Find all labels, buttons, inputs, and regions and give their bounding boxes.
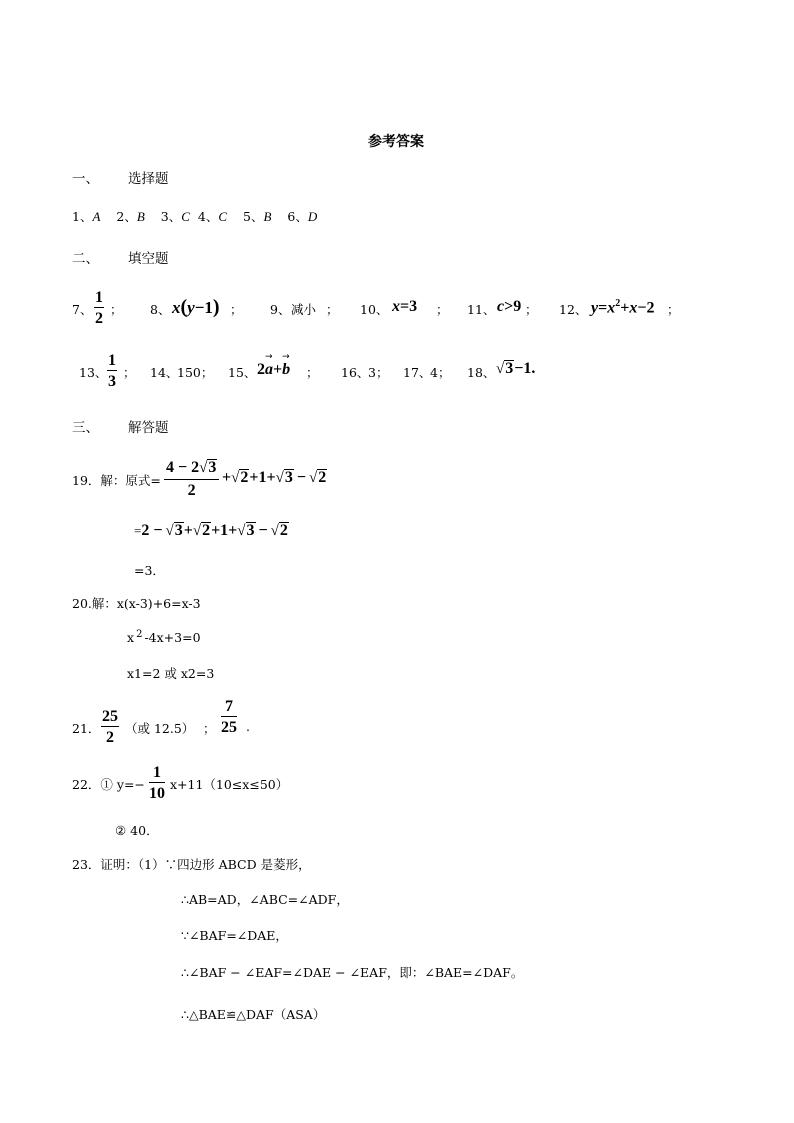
q19-l1-radicand3: 2 bbox=[318, 469, 327, 486]
q11-answer bbox=[497, 298, 521, 316]
q19-l1-sqrt3-icon: √ bbox=[308, 470, 318, 486]
q22-prefix: 22．① y=− bbox=[72, 777, 145, 792]
q19-denominator: 2 bbox=[164, 479, 219, 499]
mc-1-answer: A bbox=[92, 209, 101, 224]
q7-number: 7、 bbox=[72, 302, 93, 317]
q12-x1: x bbox=[607, 299, 616, 317]
q15-arrow-a-icon: → bbox=[265, 352, 273, 362]
q20-line3: x1=2 或 x2=3 bbox=[127, 666, 215, 681]
q18-radicand: 3 bbox=[505, 360, 514, 377]
q22-denominator: 10 bbox=[149, 782, 165, 802]
q11-rest: >9 bbox=[504, 298, 522, 315]
q12-separator: ； bbox=[667, 302, 680, 317]
q18-dot: . bbox=[531, 360, 536, 377]
q13-fraction bbox=[107, 353, 117, 390]
q19-l2-plus1: + bbox=[183, 522, 193, 539]
q19-l1-plus1: + bbox=[222, 469, 232, 486]
q8-rest: −1 bbox=[194, 298, 213, 317]
q19-label: 19．解：原式= bbox=[72, 473, 161, 488]
q18-rest: −1 bbox=[514, 360, 532, 377]
q15-b: b bbox=[282, 361, 291, 378]
q12-answer bbox=[591, 298, 654, 317]
mc-answers bbox=[72, 207, 317, 225]
q13-denominator: 3 bbox=[107, 370, 117, 390]
q21-numerator1: 25 bbox=[102, 708, 118, 725]
q21-number: 21． bbox=[72, 721, 101, 736]
q7-fraction bbox=[94, 290, 104, 327]
section-1-number: 一、 bbox=[72, 171, 99, 187]
q8-left-paren: ( bbox=[180, 296, 188, 318]
q15-vector-a bbox=[265, 352, 273, 378]
q23-line4: ∴∠BAF − ∠EAF=∠DAE − ∠EAF，即：∠BAE=∠DAF。 bbox=[181, 965, 524, 980]
q19-l2-a: 2 − bbox=[141, 522, 163, 539]
q8-x: x bbox=[172, 298, 181, 317]
section-2-number: 二、 bbox=[72, 251, 99, 267]
q19-num-sqrt-icon: √ bbox=[199, 460, 208, 476]
mc-2-answer: B bbox=[136, 209, 145, 224]
mc-3-answer: C bbox=[181, 209, 190, 224]
section-3-label: 解答题 bbox=[128, 420, 169, 436]
q19-l1-plus2: +1+ bbox=[249, 469, 276, 486]
section-2-label: 填空题 bbox=[128, 251, 169, 267]
mc-4-number: 4、 bbox=[197, 209, 219, 224]
q19-l2-radicand3: 3 bbox=[246, 522, 255, 539]
q18-answer bbox=[496, 360, 535, 378]
q11-separator: ； bbox=[525, 302, 538, 317]
q15-coef: 2 bbox=[257, 361, 265, 378]
q19-l1-minus: − bbox=[296, 469, 306, 486]
q19-l2-radicand4: 2 bbox=[279, 522, 288, 539]
q20-line2-exp: 2 bbox=[136, 629, 143, 640]
q22-line2: ② 40． bbox=[115, 823, 159, 838]
q20-line2-base: x bbox=[127, 630, 135, 646]
q23-line3: ∵∠BAF=∠DAE， bbox=[181, 928, 288, 943]
q7-separator: ； bbox=[110, 302, 123, 317]
q19-l2-plus2: +1+ bbox=[211, 522, 238, 539]
q12-exponent: 2 bbox=[615, 298, 621, 309]
q19-l2-sqrt3-icon: √ bbox=[237, 523, 246, 539]
q19-l1-sqrt1-icon: √ bbox=[231, 470, 240, 486]
q15-separator: ； bbox=[306, 365, 319, 380]
q19-line2 bbox=[134, 522, 289, 540]
q23-line2: ∴AB=AD，∠ABC=∠ADF， bbox=[181, 892, 349, 907]
q14-number: 14、 bbox=[150, 365, 179, 380]
q19-line3: =3． bbox=[134, 563, 165, 578]
q7-denominator: 2 bbox=[94, 307, 104, 327]
q8-answer bbox=[172, 296, 220, 319]
q21-separator: ； bbox=[203, 721, 216, 736]
q17-number: 17、 bbox=[403, 365, 432, 380]
q13-number: 13、 bbox=[79, 365, 108, 380]
q19-numerator bbox=[164, 459, 219, 479]
q10-x: x bbox=[392, 298, 400, 315]
q19-l1-radicand2: 3 bbox=[284, 469, 293, 486]
q14-answer: 150； bbox=[177, 365, 214, 380]
mc-6-number: 6、 bbox=[287, 209, 308, 224]
mc-5-answer: B bbox=[263, 209, 272, 224]
q21-fraction1 bbox=[101, 709, 119, 746]
q23-line1: 23．证明：（1）∵四边形 ABCD 是菱形， bbox=[72, 857, 311, 872]
q10-answer bbox=[392, 298, 417, 316]
q21-denominator2: 25 bbox=[221, 716, 237, 736]
q9-number: 9、 bbox=[270, 302, 291, 317]
q8-number: 8、 bbox=[150, 302, 171, 317]
q21-fraction2 bbox=[221, 699, 237, 736]
q19-fraction bbox=[164, 459, 219, 499]
q18-sqrt-icon: √ bbox=[496, 361, 505, 377]
q19-l2-radicand2: 2 bbox=[202, 522, 211, 539]
q8-separator: ； bbox=[230, 302, 243, 317]
q19-l2-sqrt2-icon: √ bbox=[192, 523, 202, 539]
page-title: 参考答案 bbox=[368, 134, 424, 150]
q9-answer: 减小 bbox=[291, 302, 317, 317]
mc-6-answer: D bbox=[307, 209, 318, 224]
q16-number: 16、 bbox=[341, 365, 370, 380]
q22-numerator: 1 bbox=[153, 764, 161, 781]
q22-fraction bbox=[149, 765, 165, 802]
mc-4-answer: C bbox=[218, 209, 228, 224]
mc-5-number: 5、 bbox=[243, 209, 264, 224]
q21-denominator1: 2 bbox=[101, 726, 119, 746]
q20-line1: 20.解：x(x-3)+6=x-3 bbox=[72, 596, 201, 611]
q12-number: 12、 bbox=[559, 302, 588, 317]
section-3-number: 三、 bbox=[72, 420, 99, 436]
q20-line2 bbox=[127, 629, 201, 645]
q19-l2-radicand1: 3 bbox=[174, 522, 183, 539]
q7-numerator: 1 bbox=[95, 289, 103, 306]
q15-arrow-b-icon: → bbox=[282, 352, 290, 362]
q19-num-text: 4 − 2 bbox=[166, 459, 200, 476]
mc-2-number: 2、 bbox=[116, 209, 137, 224]
q16-answer: 3； bbox=[368, 365, 389, 380]
mc-1-number: 1、 bbox=[72, 209, 93, 224]
q9-separator: ； bbox=[326, 302, 339, 317]
q15-plus: + bbox=[273, 361, 283, 378]
q19-l2-minus: − bbox=[258, 522, 268, 539]
q10-eq: =3 bbox=[400, 298, 418, 315]
q19-line1-rest bbox=[222, 469, 327, 487]
q12-y: y bbox=[591, 299, 599, 317]
q11-c: c bbox=[497, 298, 505, 315]
q21-numerator2: 7 bbox=[225, 698, 233, 715]
q21-alt: （或 12.5） bbox=[125, 721, 195, 736]
q8-right-paren: ) bbox=[212, 296, 220, 318]
q23-line5: ∴△BAE≌△DAF（ASA） bbox=[181, 1007, 326, 1022]
q21-dot: . bbox=[246, 719, 250, 734]
q15-number: 15、 bbox=[228, 365, 257, 380]
q19-num-radicand: 3 bbox=[208, 459, 217, 476]
q8-y: y bbox=[187, 298, 195, 317]
q20-line2-rest: -4x+3=0 bbox=[144, 630, 201, 646]
q10-separator: ； bbox=[436, 302, 449, 317]
q12-plus: + bbox=[620, 299, 630, 317]
q13-separator: ； bbox=[123, 365, 136, 380]
q17-answer: 4； bbox=[430, 365, 451, 380]
q18-number: 18、 bbox=[467, 365, 496, 380]
q11-number: 11、 bbox=[467, 302, 496, 317]
q19-l2-sqrt1-icon: √ bbox=[165, 523, 174, 539]
mc-3-number: 3、 bbox=[160, 209, 182, 224]
q19-l1-sqrt2-icon: √ bbox=[275, 470, 284, 486]
q19-l2-eq: = bbox=[134, 523, 142, 538]
q22-rest: x+11（10≤x≤50） bbox=[170, 777, 289, 792]
section-1-label: 选择题 bbox=[128, 171, 169, 187]
q15-vector-b bbox=[282, 352, 291, 378]
q12-eq: = bbox=[598, 299, 608, 317]
q13-numerator: 1 bbox=[108, 352, 116, 369]
q15-a: a bbox=[265, 361, 273, 378]
q10-number: 10、 bbox=[360, 302, 389, 317]
q19-l2-sqrt4-icon: √ bbox=[270, 523, 279, 539]
q19-l1-radicand1: 2 bbox=[240, 469, 249, 486]
q15-answer bbox=[257, 352, 291, 379]
q12-x2: x bbox=[629, 299, 638, 317]
q12-rest: −2 bbox=[637, 299, 655, 317]
